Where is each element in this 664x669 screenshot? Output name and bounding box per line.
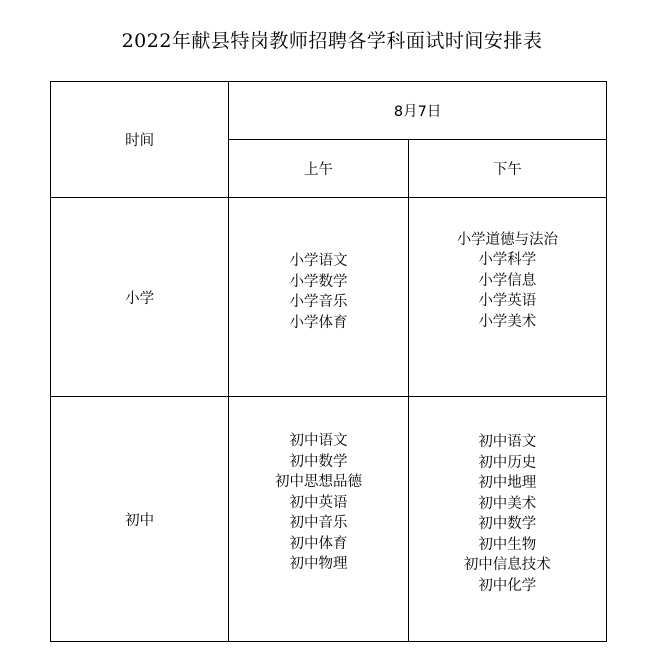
subject-list — [229, 251, 407, 333]
subject-item: 小学数学 — [289, 273, 348, 290]
subject-item: 初中数学 — [478, 516, 537, 532]
date-label: 8月7日 — [393, 104, 442, 120]
subject-item: 小学信息 — [478, 272, 537, 289]
morning-label: 上午 — [303, 162, 333, 178]
subject-item: 小学科学 — [478, 252, 537, 269]
afternoon-subjects-cell — [408, 397, 606, 642]
subject-item: 初中信息技术 — [463, 557, 551, 573]
morning-header-cell — [229, 140, 408, 198]
row-label: 小学 — [125, 290, 155, 307]
subject-item: 小学道德与法治 — [456, 231, 559, 248]
subject-item: 初中思想品德 — [274, 474, 362, 491]
table-row — [51, 397, 607, 642]
row-label-cell — [51, 397, 229, 642]
afternoon-subjects-cell — [408, 198, 606, 397]
afternoon-label: 下午 — [492, 162, 522, 178]
table-header-row — [51, 82, 607, 140]
subject-list — [229, 431, 407, 575]
subject-list — [409, 230, 606, 333]
subject-item: 小学美术 — [478, 313, 537, 330]
morning-subjects-cell — [229, 198, 408, 397]
subject-item: 初中数学 — [289, 453, 348, 470]
subject-list — [409, 432, 606, 596]
subject-item: 小学英语 — [478, 293, 537, 310]
subject-item: 初中体育 — [289, 535, 348, 552]
subject-item: 初中化学 — [478, 577, 537, 594]
subject-item: 小学体育 — [289, 314, 348, 331]
subject-item: 小学音乐 — [289, 294, 348, 310]
row-label: 初中 — [125, 512, 155, 529]
subject-item: 初中语文 — [289, 433, 348, 450]
time-header-label: 时间 — [125, 133, 155, 149]
subject-item: 初中地理 — [478, 475, 537, 491]
subject-item: 初中英语 — [289, 494, 348, 511]
afternoon-header-cell — [408, 140, 606, 198]
page-title: 2022年献县特岗教师招聘各学科面试时间安排表 — [121, 30, 543, 52]
subject-item: 初中美术 — [478, 495, 537, 512]
subject-item: 小学语文 — [289, 253, 348, 269]
subject-item: 初中音乐 — [289, 515, 348, 532]
date-cell — [229, 82, 607, 140]
subject-item: 初中历史 — [478, 454, 537, 471]
subject-item: 初中物理 — [289, 556, 348, 573]
subject-item: 初中生物 — [478, 536, 537, 553]
time-header-cell — [51, 82, 229, 198]
morning-subjects-cell — [229, 397, 408, 642]
row-label-cell — [51, 198, 229, 397]
schedule-table — [50, 81, 607, 642]
subject-item: 初中语文 — [478, 434, 537, 450]
table-row — [51, 198, 607, 397]
